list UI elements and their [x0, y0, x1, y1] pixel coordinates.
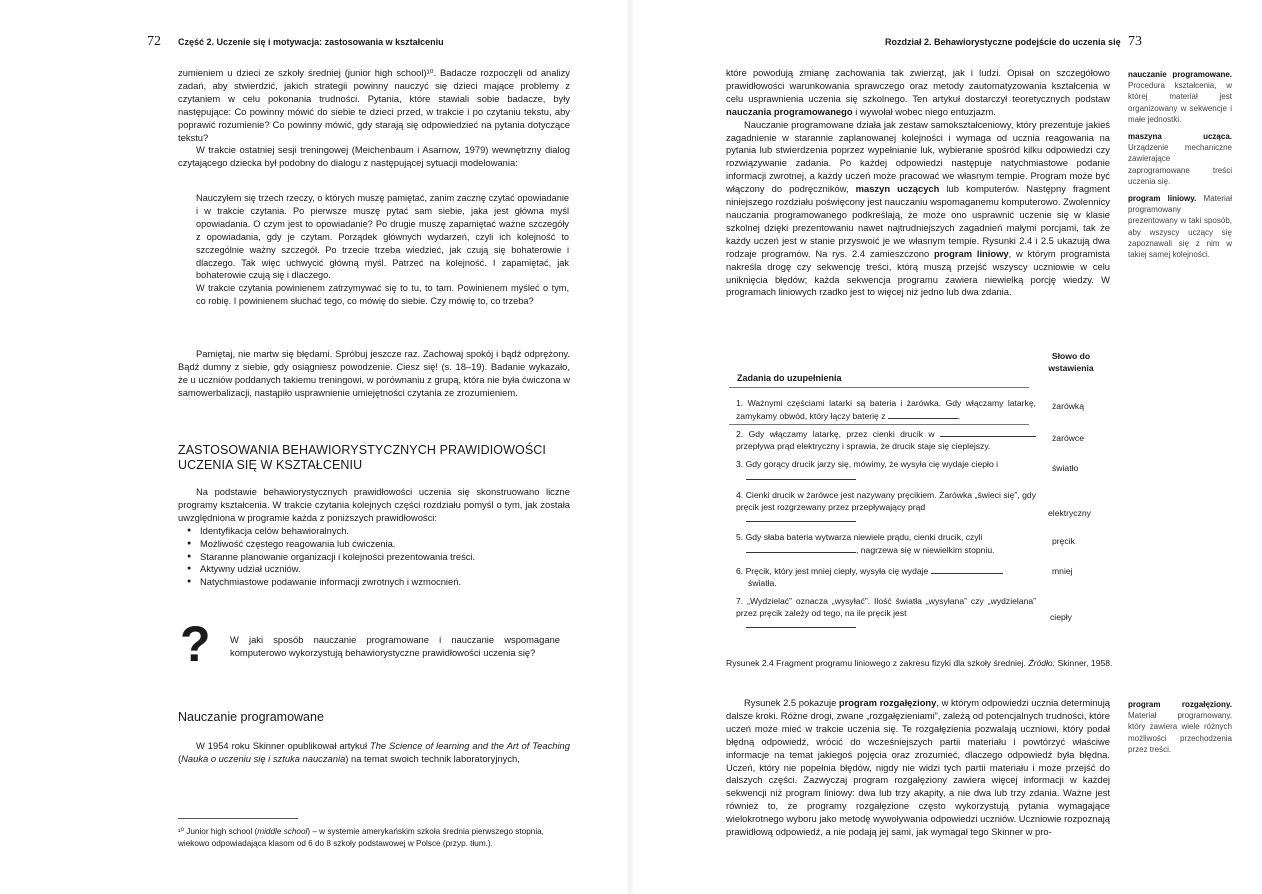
- list-item: ● Aktywny udział uczniów.: [200, 563, 570, 576]
- glossary-entry: [1128, 193, 1232, 260]
- exercise-item: [736, 459, 1036, 483]
- glossary-term: maszyna ucząca.: [1128, 132, 1232, 142]
- running-head: Część 2. Uczenie się i motywacja: zastosowania w kształceniu: [178, 37, 444, 47]
- exercise-item: [736, 428, 1036, 452]
- figure-caption: [726, 658, 1116, 668]
- item-text: Ważnymi częściami latarki są bateria i żarówka. Gdy włączamy latarkę, zamykamy obwód, który łączy baterię z: [736, 398, 1036, 421]
- item-text: Pręcik, który jest mniej ciepły, wysyła cię wydaje: [745, 566, 929, 576]
- exercise-item: [736, 490, 1036, 526]
- list-item: ● Możliwość częstego reagowania lub ćwiczenia.: [200, 538, 570, 551]
- item-text: Gdy słaba bateria wytwarza niewiele prądu, cienki drucik, czyli: [745, 532, 983, 542]
- text-run: Źródło:: [1028, 658, 1056, 668]
- key-term: program liniowy: [934, 247, 1009, 259]
- glossary-definition: Procedura kształcenia, w której materiał jest organizowany w sekwencje i małe jednostki.: [1128, 81, 1232, 124]
- divider: [729, 387, 1029, 388]
- paragraph: W trakcie ostatniej sesji treningowej (Meichenbaum i Asarnow, 1979) wewnętrzny dialog czytającego dziecka był podobny do dialogu z następującej sytuacji modelowania:: [178, 144, 570, 169]
- reflection-question: [230, 634, 560, 660]
- item-number: 5.: [736, 532, 744, 542]
- paragraph: [726, 697, 1110, 839]
- paragraph: [178, 740, 570, 766]
- text-run: które powodują zmianę zachowania tak zwierząt, jak i ludzi. Opisał on szczegółowo prawidłowości warunkowania sprawczego oraz metody zautomatyzowania kształcenia w celu usprawnienia uczenia się szkolnego. Ten artykuł dostarczył teoretycznych podstaw: [726, 67, 1110, 104]
- text-run: i wywołał wobec niego entuzjazm.: [852, 105, 996, 117]
- glossary-term: program rozgałęziony.: [1128, 700, 1232, 709]
- answer-blank: [746, 619, 856, 628]
- exercise-item: [736, 398, 1036, 422]
- text-run: ) na temat swoich technik laboratoryjnych,: [345, 752, 520, 764]
- body-text: [178, 348, 570, 400]
- item-text: światła.: [748, 577, 777, 588]
- paragraph: Na podstawie behawiorystycznych prawidłowości uczenia się skonstruowano liczne programy kształcenia. W trakcie czytania kolejnych części rozdziału pomyśl o tym, jak została uwzględniona w programie każda z poniższych prawidłowości:: [178, 486, 570, 523]
- list-item: ● Natychmiastowe podawanie informacji zwrotnych i wzmocnień.: [200, 576, 570, 589]
- answer-blank: [940, 428, 1036, 437]
- quote-paragraph: W trakcie czytania powinienem zatrzymywać się to tu, to tam. Powinienem myśleć o tym, co robię. I powinienem słuchać tego, co mówię do siebie. Czy mówię to, co trzeba?: [196, 283, 569, 307]
- list-item: ● Identyfikacja celów behawioralnych.: [200, 525, 570, 538]
- item-number: 2.: [736, 429, 744, 439]
- item-number: 3.: [736, 459, 744, 469]
- principles-list: [184, 525, 570, 590]
- footnote: [178, 826, 570, 850]
- item-number: 1.: [736, 398, 744, 408]
- body-text: [726, 697, 1110, 839]
- list-item: ● Staranne planowanie organizacji i kolejności prezentowania treści.: [200, 551, 570, 564]
- figure-title: Zadania do uzupełnienia: [737, 373, 842, 383]
- subsection-heading: Nauczanie programowane: [178, 710, 324, 724]
- item-number: 4.: [736, 490, 744, 500]
- answer-blank: [888, 410, 961, 421]
- text-run: (: [178, 752, 182, 764]
- body-text: [726, 67, 1110, 299]
- text-run: middle school: [257, 827, 308, 836]
- item-text: przepływa prąd elektryczny i sprawia, że drucik staje się cieplejszy.: [736, 440, 991, 451]
- quote-paragraph: Nauczyłem się trzech rzeczy, o których muszę pamiętać, zanim zacznę czytać opowiadanie i w trakcie czytania. Po pierwsze muszę pytać sam siebie, jaka jest główna myśl opowiadania. O czym jest to opowiadanie? Po drugie muszę zapamiętać ważne szczegóły z opowiadania, gdy je czytam. Porządek głównych wydarzeń, czyli ich kolejność to szczególnie ważny szczegół. Po trzecie trzeba wiedzieć, jak czują się bohaterowie i dlaczego. Tak więc uchwycić główną myśl. Patrzeć na kolejność. I zapamiętać, jak bohaterowie czują się i dlaczego.: [196, 193, 569, 281]
- item-text: Cienki drucik w żarówce jest nazywany pręcikiem. Żarówka „świeci się”, gdy pręcik jest rozgrzewany przez przepływający prąd: [736, 490, 1037, 512]
- answer-blank: [746, 544, 856, 553]
- glossary-entry: [1128, 131, 1232, 187]
- body-text: [178, 67, 570, 170]
- answer-word: żarówce: [1052, 433, 1084, 443]
- glossary-definition: Urządzenie mechaniczne zawierające zaprogramowane treści uczenia się.: [1128, 143, 1232, 186]
- item-number: 7.: [736, 596, 744, 606]
- glossary-entry: [1128, 699, 1232, 755]
- paragraph: [726, 67, 1110, 119]
- item-text: , nagrzewa się w niewielkim stopniu.: [856, 544, 995, 555]
- glossary-entry: [1128, 69, 1232, 125]
- item-text: Gdy gorący drucik jarzy się, mówimy, że wysyła cię wydaje ciepło i: [745, 459, 999, 469]
- key-term: program rozgałęziony: [838, 697, 937, 708]
- text-run: Rysunek 2.4 Fragment programu liniowego z zakresu fizyki dla szkoły średniej.: [726, 658, 1029, 668]
- article-title-translation: Nauka o uczeniu się i sztuka nauczania: [181, 752, 346, 764]
- answer-word: ciepły: [1050, 612, 1072, 622]
- text-run: ) – w systemie amerykańskim szkoła średnia pierwszego stopnia, wiekowo odpowiadająca klasom od 6 do 8 szkoły podstawowej w Polsce (przyp. tłum.).: [178, 827, 544, 848]
- question-mark-icon: ?: [180, 616, 211, 672]
- page-number: 73: [1128, 34, 1142, 49]
- divider: [729, 424, 1029, 425]
- text-run: Nauczanie programowane działa jak zestaw samokształceniowy, który prezentuje jakieś zagadnienie w starannie zaplanowanej kolejności i wymaga od ucznia reagowania na pytania lub stwierdzenia poprzez wypełnianie luk, wybieranie spośród kilku odpowiedzi czy rozwiązywanie zadania. Po każdej odpowiedzi następuje natychmiastowe podanie informacji zwrotnej, a każdy uczeń może pracować we własnym tempie. Program może być włączony do podręczników,: [726, 118, 1110, 195]
- section-heading: ZASTOSOWANIA BEHAWIORYSTYCZNYCH PRAWIDIOWOŚCI UCZENIA SIĘ W KSZTAŁCENIU: [178, 443, 546, 472]
- margin-glossary: [1128, 699, 1232, 755]
- item-text: .: [957, 410, 961, 421]
- text-run: ¹⁰ Junior high school (: [178, 827, 258, 836]
- answer-word: światło: [1052, 463, 1079, 473]
- footnote-rule: [178, 818, 298, 819]
- exercise-item: [736, 532, 1036, 556]
- glossary-definition: Materiał programowany prezentowany w taki sposób, aby wszyscy uczący się zapoznawali się z nim w takiej samej kolejności.: [1128, 194, 1232, 260]
- block-quote: [196, 192, 569, 308]
- key-term: nauczania programowanego: [726, 105, 853, 117]
- text-run: , w którym odpowiedzi ucznia determinują dalsze kroki. Różne drogi, zwane „rozgałęzieniami”, zależą od potencjalnych trudności, które uczeń może mieć w trakcie uczenia się. Te rozgałęzienia pozwalają uczniowi, który podał błędną odpowiedź, wrócić do wcześniejszych partii materiału i powtórzyć właściwe informacje na temat jakiegoś pojęcia oraz zrozumieć, dlaczego odpowiedź była błędna. Uczeń, który nie popełnia błędów, nigdy nie widzi tych partii materiału i może przejść do dalszych części. Zazwyczaj program rozgałęziony zawiera więcej informacji w każdej sekwencji niż program liniowy: dwa lub trzy akapity, a nie dwa lub trzy zdania. Ważne jest również to, że programy rozgałęzione często wykorzystują pytania wymagające wielokrotnego wyboru jako metodę wywoływania odpowiedzi uczniów. Uczniowie rozpoznają prawidłową odpowiedź, a nie podają jej sami, jak wymagał tego Skinner w pro-: [726, 697, 1110, 838]
- figure-answers-header: Słowo do wstawienia: [1048, 351, 1094, 373]
- item-number: 6.: [736, 566, 744, 576]
- item-text: „Wydzielać” oznacza „wysyłać”. Ilość światła „wysyłana” czy „wydzielana” przez pręcik zależy od tego, na ile pręcik jest: [736, 596, 1037, 618]
- paragraph: Pamiętaj, nie martw się błędami. Spróbuj jeszcze raz. Zachowaj spokój i bądź odprężony. Bądź dumny z siebie, gdy osiągniesz powodzenie. Ciesz się! (s. 18–19). Badanie wykazało, że u uczniów poddanych takiemu treningowi, w porównaniu z grupą, która nie była ćwiczona w samowerbalizacji, nastąpiło usprawnienie umiejętności czytania ze zrozumieniem.: [178, 348, 570, 398]
- answer-blank: [746, 513, 856, 522]
- answer-blank: [746, 471, 856, 480]
- answer-blank: [931, 565, 1003, 574]
- paragraph: [726, 119, 1110, 300]
- glossary-definition: Materiał programowany, który zawiera wiele różnych możliwości przechodzenia przez treści.: [1128, 711, 1232, 754]
- margin-glossary: [1128, 69, 1232, 260]
- text-run: Skinner, 1958.: [1055, 658, 1113, 668]
- glossary-term: nauczanie programowane.: [1128, 70, 1232, 79]
- text-run: , w którym programista nakreśla drogę czy sekwencję treści, którą muszą przejść wszyscy uczniowie w celu uniknięcia błędów; każda sekwencja programu zawiera niewielką porcję wiedzy. W programach liniowych rzadko jest to więcej niż jedno lub dwa zdania.: [726, 247, 1111, 298]
- answer-word: elektryczny: [1048, 508, 1091, 518]
- key-term: maszyn uczących: [855, 183, 940, 195]
- running-head: Rozdział 2. Behawiorystyczne podejście do uczenia się: [885, 37, 1121, 47]
- text-run: Rysunek 2.5 pokazuje: [744, 697, 839, 708]
- glossary-term: program liniowy.: [1128, 194, 1197, 204]
- answer-word: żarówką: [1052, 401, 1084, 411]
- answer-word: mniej: [1052, 566, 1073, 576]
- item-text: Gdy włączamy latarkę, przez cienki drucik w: [748, 429, 935, 439]
- body-text: [178, 486, 570, 589]
- right-page: [631, 0, 1262, 894]
- question-text: W jaki sposób nauczanie programowane i nauczanie wspomagane komputerowo wykorzystują behawiorystyczne prawidłowości uczenia się?: [230, 634, 560, 658]
- page-number: 72: [147, 34, 161, 49]
- text-run: W 1954 roku Skinner opublikował artykuł: [196, 740, 370, 751]
- paragraph: zumieniem u dzieci ze szkoły średniej (junior high school)¹⁰. Badacze rozpoczęli od analizy zadań, aby stwierdzić, jakich strategii powinny nauczyć się dzieci mające problemy z czytaniem w celu pokonania trudności. Pytania, które stawiali sobie badacze, były następujące: Co powinny mówić do siebie te dzieci przed, w trakcie i po czytaniu tekstu, aby poprawić rozumienie? Co powinny mówić, gdy starają się odpowiedzieć na pytania dotyczące tekstu?: [178, 67, 570, 143]
- article-title: The Science of learning and the Art of Teaching: [369, 740, 570, 751]
- answer-word: pręcik: [1052, 536, 1075, 546]
- exercise-item: [736, 596, 1036, 632]
- body-text: [178, 740, 570, 766]
- text-run: lub komputerów. Następny fragment niniejszego rozdziału poświęcony jest nauczaniu wspomaganemu komputerowo. Zwolennicy nauczania programowanego podkreślają, że może ono usprawnić uczenie się w klasie szkolnej dzięki prezentowaniu nawet najtrudniejszych zagadnień małymi porcjami, tak że każdy uczeń jest w stanie przyswoić je we własnym tempie. Rysunki 2.4 i 2.5 ukazują dwa rodzaje programów. Na rys. 2.4 zamieszczono: [726, 183, 1110, 259]
- exercise-item: [736, 565, 1036, 589]
